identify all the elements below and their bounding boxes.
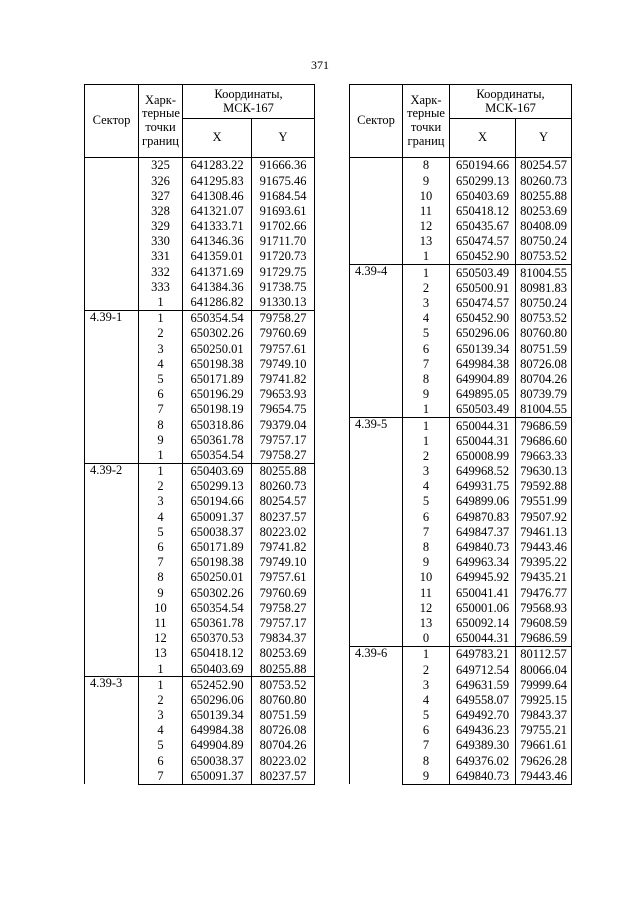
x-coordinate-cell: 650198.38 [183,555,252,570]
point-number-cell: 7 [139,555,183,570]
point-number-cell: 5 [403,708,450,723]
y-coordinate-cell: 79592.88 [516,479,572,494]
point-number-cell: 1 [139,295,183,311]
y-coordinate-cell: 80981.83 [516,281,572,296]
header-y: Y [252,119,315,158]
point-number-cell: 325 [139,158,183,174]
y-coordinate-cell: 91684.54 [252,188,315,203]
point-number-cell: 4 [139,723,183,738]
point-number-cell: 7 [139,402,183,417]
y-coordinate-cell: 79661.61 [516,738,572,753]
y-coordinate-cell: 79476.77 [516,585,572,600]
y-coordinate-cell: 79653.93 [252,387,315,402]
x-coordinate-cell: 650500.91 [450,281,516,296]
point-number-cell: 9 [403,173,450,188]
point-number-cell: 4 [403,693,450,708]
table-row [350,158,572,174]
point-number-cell: 8 [139,570,183,585]
x-coordinate-cell: 650044.31 [450,418,516,434]
y-coordinate-cell: 80255.88 [252,463,315,479]
x-coordinate-cell: 641371.69 [183,264,252,279]
sector-cell: 4.39-3 [85,677,139,784]
x-coordinate-cell: 641384.36 [183,280,252,295]
point-number-cell: 12 [403,219,450,234]
x-coordinate-cell: 650038.37 [183,753,252,768]
x-coordinate-cell: 649895.05 [450,387,516,402]
point-number-cell: 3 [403,677,450,692]
y-coordinate-cell: 79461.13 [516,525,572,540]
x-coordinate-cell: 649870.83 [450,509,516,524]
y-coordinate-cell: 80254.57 [252,494,315,509]
x-coordinate-cell: 650302.26 [183,326,252,341]
x-coordinate-cell: 650296.06 [450,326,516,341]
x-coordinate-cell: 641321.07 [183,204,252,219]
point-number-cell: 2 [403,449,450,464]
point-number-cell: 4 [139,356,183,371]
point-number-cell: 9 [403,387,450,402]
x-coordinate-cell: 650474.57 [450,234,516,249]
table-row [85,158,315,174]
y-coordinate-cell: 79630.13 [516,464,572,479]
point-number-cell: 2 [139,693,183,708]
y-coordinate-cell: 80260.73 [516,173,572,188]
y-coordinate-cell: 80760.80 [516,326,572,341]
y-coordinate-cell: 80751.59 [252,708,315,723]
x-coordinate-cell: 650403.69 [450,188,516,203]
point-number-cell: 1 [139,661,183,677]
y-coordinate-cell: 79757.17 [252,616,315,631]
header-char-points: Харк- терные точки границ [403,85,450,158]
point-number-cell: 1 [403,402,450,418]
x-coordinate-cell: 650403.69 [183,463,252,479]
y-coordinate-cell: 91702.66 [252,219,315,234]
point-number-cell: 5 [139,372,183,387]
point-number-cell: 1 [139,677,183,693]
x-coordinate-cell: 650091.37 [183,509,252,524]
point-number-cell: 6 [139,387,183,402]
point-number-cell: 1 [403,249,450,265]
x-coordinate-cell: 649984.38 [450,356,516,371]
x-coordinate-cell: 649963.34 [450,555,516,570]
y-coordinate-cell: 80704.26 [516,372,572,387]
point-number-cell: 10 [403,188,450,203]
x-coordinate-cell: 650361.78 [183,616,252,631]
y-coordinate-cell: 80237.57 [252,509,315,524]
point-number-cell: 3 [139,708,183,723]
x-coordinate-cell: 641359.01 [183,249,252,264]
x-coordinate-cell: 641333.71 [183,219,252,234]
x-coordinate-cell: 649492.70 [450,708,516,723]
y-coordinate-cell: 79443.46 [516,769,572,785]
y-coordinate-cell: 91330.13 [252,295,315,311]
sector-cell [85,158,139,311]
y-coordinate-cell: 79758.27 [252,310,315,326]
x-coordinate-cell: 649904.89 [450,372,516,387]
point-number-cell: 5 [403,326,450,341]
point-number-cell: 7 [139,769,183,785]
x-coordinate-cell: 641308.46 [183,188,252,203]
point-number-cell: 3 [403,464,450,479]
x-coordinate-cell: 650092.14 [450,616,516,631]
y-coordinate-cell: 80726.08 [252,723,315,738]
x-coordinate-cell: 650198.19 [183,402,252,417]
y-coordinate-cell: 79843.37 [516,708,572,723]
y-coordinate-cell: 79834.37 [252,631,315,646]
y-coordinate-cell: 80253.69 [252,646,315,661]
y-coordinate-cell: 79551.99 [516,494,572,509]
point-number-cell: 331 [139,249,183,264]
y-coordinate-cell: 79741.82 [252,372,315,387]
header-coordinates: Координаты, МСК-167 [183,85,315,119]
y-coordinate-cell: 80753.52 [516,249,572,265]
y-coordinate-cell: 79686.59 [516,418,572,434]
point-number-cell: 6 [403,341,450,356]
x-coordinate-cell: 649847.37 [450,525,516,540]
x-coordinate-cell: 641346.36 [183,234,252,249]
x-coordinate-cell: 650299.13 [450,173,516,188]
point-number-cell: 0 [403,631,450,647]
point-number-cell: 332 [139,264,183,279]
y-coordinate-cell: 80112.57 [516,647,572,663]
table-row [350,265,572,281]
x-coordinate-cell: 650091.37 [183,769,252,785]
point-number-cell: 8 [403,540,450,555]
x-coordinate-cell: 649783.21 [450,647,516,663]
y-coordinate-cell: 79749.10 [252,555,315,570]
y-coordinate-cell: 80753.52 [252,677,315,693]
point-number-cell: 9 [403,555,450,570]
point-number-cell: 3 [139,341,183,356]
y-coordinate-cell: 91693.61 [252,204,315,219]
point-number-cell: 2 [403,662,450,677]
x-coordinate-cell: 649840.73 [450,540,516,555]
x-coordinate-cell: 650403.69 [183,661,252,677]
x-coordinate-cell: 649931.75 [450,479,516,494]
y-coordinate-cell: 79608.59 [516,616,572,631]
coordinates-table-left [84,84,315,785]
sector-cell: 4.39-2 [85,463,139,677]
x-coordinate-cell: 650474.57 [450,296,516,311]
y-coordinate-cell: 79626.28 [516,753,572,768]
x-coordinate-cell: 650354.54 [183,448,252,464]
x-coordinate-cell: 650361.78 [183,432,252,447]
y-coordinate-cell: 80223.02 [252,525,315,540]
y-coordinate-cell: 79435.21 [516,570,572,585]
x-coordinate-cell: 650198.38 [183,356,252,371]
x-coordinate-cell: 650354.54 [183,600,252,615]
y-coordinate-cell: 80704.26 [252,738,315,753]
y-coordinate-cell: 79663.33 [516,449,572,464]
point-number-cell: 6 [403,509,450,524]
x-coordinate-cell: 641286.82 [183,295,252,311]
table-row [85,677,315,693]
point-number-cell: 9 [403,769,450,785]
y-coordinate-cell: 79507.92 [516,509,572,524]
y-coordinate-cell: 80739.79 [516,387,572,402]
point-number-cell: 2 [139,326,183,341]
y-coordinate-cell: 80255.88 [516,188,572,203]
x-coordinate-cell: 650139.34 [450,341,516,356]
point-number-cell: 13 [403,616,450,631]
y-coordinate-cell: 80750.24 [516,296,572,311]
x-coordinate-cell: 641295.83 [183,173,252,188]
y-coordinate-cell: 80726.08 [516,356,572,371]
y-coordinate-cell: 79758.27 [252,448,315,464]
y-coordinate-cell: 80255.88 [252,661,315,677]
sector-cell [350,158,403,265]
y-coordinate-cell: 79568.93 [516,600,572,615]
y-coordinate-cell: 80223.02 [252,753,315,768]
y-coordinate-cell: 80253.69 [516,204,572,219]
point-number-cell: 2 [139,479,183,494]
y-coordinate-cell: 91729.75 [252,264,315,279]
coordinates-table-right [349,84,572,785]
y-coordinate-cell: 79755.21 [516,723,572,738]
y-coordinate-cell: 79379.04 [252,417,315,432]
y-coordinate-cell: 80237.57 [252,769,315,785]
point-number-cell: 6 [139,540,183,555]
point-number-cell: 329 [139,219,183,234]
point-number-cell: 5 [403,494,450,509]
y-coordinate-cell: 80066.04 [516,662,572,677]
y-coordinate-cell: 80260.73 [252,479,315,494]
point-number-cell: 10 [139,600,183,615]
x-coordinate-cell: 649436.23 [450,723,516,738]
table-row [350,647,572,663]
y-coordinate-cell: 79760.69 [252,326,315,341]
x-coordinate-cell: 650418.12 [450,204,516,219]
x-coordinate-cell: 650354.54 [183,310,252,326]
point-number-cell: 4 [403,479,450,494]
point-number-cell: 12 [139,631,183,646]
y-coordinate-cell: 79925.15 [516,693,572,708]
y-coordinate-cell: 80753.52 [516,311,572,326]
y-coordinate-cell: 80408.09 [516,219,572,234]
point-number-cell: 7 [403,738,450,753]
header-char-points: Харк- терные точки границ [139,85,183,158]
x-coordinate-cell: 649968.52 [450,464,516,479]
x-coordinate-cell: 650435.67 [450,219,516,234]
x-coordinate-cell: 650302.26 [183,585,252,600]
point-number-cell: 7 [403,525,450,540]
point-number-cell: 9 [139,432,183,447]
x-coordinate-cell: 649376.02 [450,753,516,768]
x-coordinate-cell: 650044.31 [450,631,516,647]
table-body-right [350,158,572,785]
point-number-cell: 333 [139,280,183,295]
x-coordinate-cell: 641283.22 [183,158,252,174]
x-coordinate-cell: 649840.73 [450,769,516,785]
point-number-cell: 4 [403,311,450,326]
point-number-cell: 11 [139,616,183,631]
x-coordinate-cell: 650299.13 [183,479,252,494]
point-number-cell: 6 [403,723,450,738]
x-coordinate-cell: 650139.34 [183,708,252,723]
x-coordinate-cell: 649904.89 [183,738,252,753]
point-number-cell: 7 [403,356,450,371]
y-coordinate-cell: 91666.36 [252,158,315,174]
x-coordinate-cell: 650194.66 [450,158,516,174]
point-number-cell: 9 [139,585,183,600]
x-coordinate-cell: 650044.31 [450,433,516,448]
point-number-cell: 1 [403,265,450,281]
y-coordinate-cell: 81004.55 [516,402,572,418]
point-number-cell: 3 [403,296,450,311]
x-coordinate-cell: 650250.01 [183,570,252,585]
point-number-cell: 12 [403,600,450,615]
point-number-cell: 5 [139,738,183,753]
point-number-cell: 327 [139,188,183,203]
point-number-cell: 2 [403,281,450,296]
x-coordinate-cell: 650001.06 [450,600,516,615]
point-number-cell: 3 [139,494,183,509]
y-coordinate-cell: 79757.61 [252,570,315,585]
x-coordinate-cell: 650503.49 [450,265,516,281]
point-number-cell: 326 [139,173,183,188]
header-sector: Сектор [350,85,403,158]
x-coordinate-cell: 650452.90 [450,249,516,265]
point-number-cell: 8 [403,753,450,768]
page-number: 371 [311,58,329,72]
point-number-cell: 1 [139,448,183,464]
y-coordinate-cell: 79654.75 [252,402,315,417]
x-coordinate-cell: 650038.37 [183,525,252,540]
y-coordinate-cell: 79749.10 [252,356,315,371]
x-coordinate-cell: 649899.06 [450,494,516,509]
header-x: X [450,119,516,158]
y-coordinate-cell: 91738.75 [252,280,315,295]
y-coordinate-cell: 79999.64 [516,677,572,692]
y-coordinate-cell: 80751.59 [516,341,572,356]
point-number-cell: 4 [139,509,183,524]
sector-cell: 4.39-5 [350,418,403,647]
point-number-cell: 1 [403,433,450,448]
x-coordinate-cell: 649945.92 [450,570,516,585]
x-coordinate-cell: 652452.90 [183,677,252,693]
point-number-cell: 1 [139,463,183,479]
y-coordinate-cell: 79758.27 [252,600,315,615]
point-number-cell: 328 [139,204,183,219]
x-coordinate-cell: 650370.53 [183,631,252,646]
y-coordinate-cell: 79686.60 [516,433,572,448]
point-number-cell: 8 [139,417,183,432]
x-coordinate-cell: 649631.59 [450,677,516,692]
header-sector: Сектор [85,85,139,158]
x-coordinate-cell: 650171.89 [183,372,252,387]
point-number-cell: 5 [139,525,183,540]
x-coordinate-cell: 649712.54 [450,662,516,677]
y-coordinate-cell: 91711.70 [252,234,315,249]
header-x: X [183,119,252,158]
y-coordinate-cell: 79760.69 [252,585,315,600]
y-coordinate-cell: 79757.17 [252,432,315,447]
x-coordinate-cell: 650196.29 [183,387,252,402]
sector-cell: 4.39-6 [350,647,403,785]
point-number-cell: 8 [403,372,450,387]
sector-cell: 4.39-4 [350,265,403,418]
point-number-cell: 11 [403,204,450,219]
point-number-cell: 13 [139,646,183,661]
y-coordinate-cell: 80760.80 [252,693,315,708]
y-coordinate-cell: 91720.73 [252,249,315,264]
x-coordinate-cell: 649389.30 [450,738,516,753]
x-coordinate-cell: 650296.06 [183,693,252,708]
x-coordinate-cell: 650418.12 [183,646,252,661]
point-number-cell: 1 [403,418,450,434]
point-number-cell: 11 [403,585,450,600]
x-coordinate-cell: 650194.66 [183,494,252,509]
y-coordinate-cell: 80254.57 [516,158,572,174]
x-coordinate-cell: 650250.01 [183,341,252,356]
header-coordinates: Координаты, МСК-167 [450,85,572,119]
x-coordinate-cell: 650318.86 [183,417,252,432]
x-coordinate-cell: 650452.90 [450,311,516,326]
point-number-cell: 6 [139,753,183,768]
point-number-cell: 13 [403,234,450,249]
x-coordinate-cell: 649984.38 [183,723,252,738]
table-body-left [85,158,315,785]
x-coordinate-cell: 650041.41 [450,585,516,600]
point-number-cell: 1 [403,647,450,663]
x-coordinate-cell: 649558.07 [450,693,516,708]
header-y: Y [516,119,572,158]
table-row [85,463,315,479]
y-coordinate-cell: 79741.82 [252,540,315,555]
point-number-cell: 1 [139,310,183,326]
y-coordinate-cell: 91675.46 [252,173,315,188]
point-number-cell: 10 [403,570,450,585]
x-coordinate-cell: 650171.89 [183,540,252,555]
x-coordinate-cell: 650008.99 [450,449,516,464]
y-coordinate-cell: 79757.61 [252,341,315,356]
y-coordinate-cell: 81004.55 [516,265,572,281]
table-row [350,418,572,434]
sector-cell: 4.39-1 [85,310,139,463]
y-coordinate-cell: 80750.24 [516,234,572,249]
point-number-cell: 8 [403,158,450,174]
y-coordinate-cell: 79686.59 [516,631,572,647]
x-coordinate-cell: 650503.49 [450,402,516,418]
y-coordinate-cell: 79395.22 [516,555,572,570]
point-number-cell: 330 [139,234,183,249]
table-row [85,310,315,326]
y-coordinate-cell: 79443.46 [516,540,572,555]
